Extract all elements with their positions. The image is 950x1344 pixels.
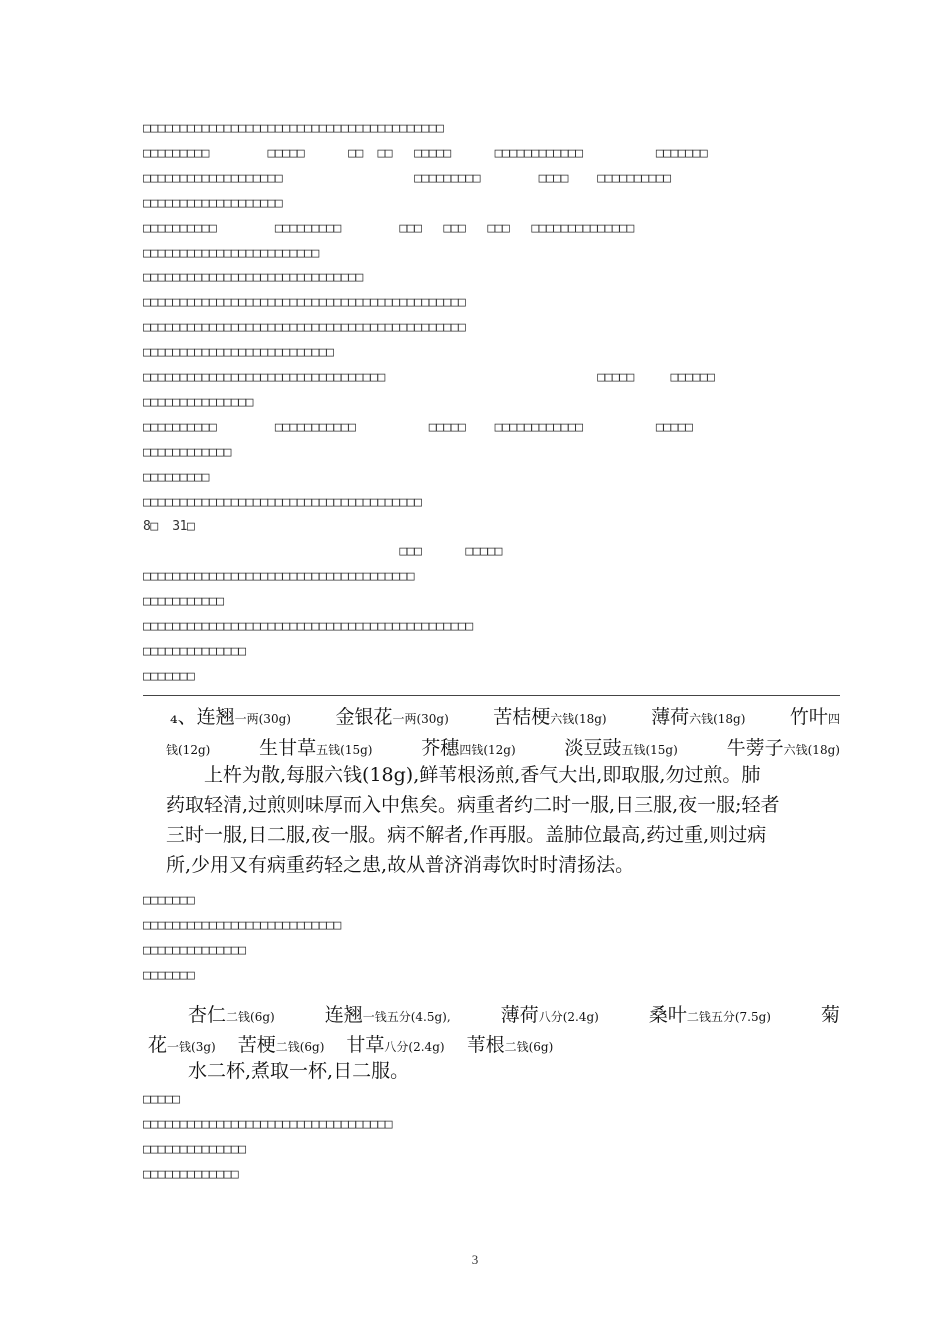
herb-dose: 八分(2.4g) — [384, 1040, 445, 1054]
text-line: □□□□□□□ — [143, 967, 195, 983]
text-line: □□□□□□□□□□ □□□□□□□□□□□ □□□□□ □□□□□□□□□□□□ □□□□□ — [143, 419, 693, 435]
herb-entry — [335, 702, 448, 729]
herb-dose: 二钱五分(7.5g) — [686, 1010, 771, 1024]
herb-entry — [421, 733, 515, 760]
text-line: □□□□□□□□□□□□□□ — [143, 1141, 246, 1157]
herb-name: 薄荷 — [651, 706, 690, 728]
text-line: 8□ 31□ — [143, 519, 195, 535]
page-number: 3 — [471, 1252, 479, 1267]
herb-entry — [727, 733, 840, 760]
formula-row — [148, 1030, 553, 1057]
text-line: □□□□□□□□□□□□□□□□□□□□□□□□ — [143, 245, 319, 261]
herb-entry — [501, 1000, 599, 1027]
formula-paragraph-line: 上杵为散,每服六钱(18g),鲜苇根汤煎,香气大出,即取服,勿过煎。肺 — [166, 764, 761, 786]
herb-dose: 一钱五分(4.5g), — [362, 1010, 451, 1024]
herb-dose: 钱(12g) — [166, 743, 211, 757]
formula-paragraph-line: 药取轻清,过煎则味厚而入中焦矣。病重者约二时一服,日三服,夜一服;轻者 — [166, 794, 780, 816]
herb-entry — [790, 702, 840, 729]
herb-dose: 一钱(3g) — [167, 1040, 216, 1054]
herb-name: 菊 — [820, 1004, 840, 1026]
herb-name: 牛蒡子 — [726, 737, 784, 759]
herb-entry — [166, 737, 210, 759]
text-line: □□□□□□□□□□□□□□□□□□□□□□□□□□□ — [143, 917, 341, 933]
herb-name: 淡豆豉 — [564, 737, 622, 759]
herb-dose: 六钱(18g) — [783, 743, 840, 757]
herb-name: 苦梗 — [237, 1034, 276, 1056]
herb-entry — [651, 702, 745, 729]
text-line: □□□□□□□□□□□□□□□□□□□ — [143, 195, 283, 211]
text-line: □□□□□□□□□□□□□□□□□□□□□□□□□□□□□□□□□□□□□ — [143, 569, 415, 585]
separator-line — [143, 695, 840, 696]
text-line: □□□□□□□□□□□ — [143, 594, 224, 610]
herb-dose: 六钱(18g) — [689, 712, 746, 726]
herb-name: 竹叶 — [789, 706, 828, 728]
text-line: □□□□□□□□□□□□□□□□□□□□□□□□□□□□□□□□□□□□□□□□□□□□ — [143, 295, 466, 311]
text-line: □□□□□□□□□□□□□□□□□□□□□□□□□□□□□□□□□□ — [143, 1116, 393, 1132]
herb-name: 薄荷 — [500, 1004, 539, 1026]
herb-dose: 二钱(6g) — [226, 1010, 275, 1024]
herb-entry — [564, 733, 677, 760]
text-line: □□□□□□□□□□□□□□ — [143, 942, 246, 958]
formula-row — [170, 702, 840, 729]
text-line: □□□□□□□□□□□□□ — [143, 1166, 239, 1182]
text-line: □□□□□□□□□□□□□□□□□□□□□□□□□□□□□□ — [143, 270, 363, 286]
herb-entry — [259, 733, 372, 760]
herb-entry — [238, 1030, 325, 1057]
text-line: □□□ □□□□□ — [143, 544, 503, 560]
text-line: □□□□□□□□□ — [143, 469, 209, 485]
text-line: □□□□□□□□□□□□□□□□□□□□□□□□□□□□□□□□□□□□□□□□□□□□□ — [143, 619, 473, 634]
herb-entry — [821, 1000, 840, 1027]
herb-name: 花 — [148, 1034, 168, 1056]
herb-name: 苇根 — [466, 1034, 505, 1056]
text-line: □□□□□□□□□□ □□□□□□□□□ □□□ □□□ □□□ □□□□□□□□□□□□□□ — [143, 220, 634, 236]
herb-dose: 六钱(18g) — [550, 712, 607, 726]
text-line: □□□□□□□□□□□□□□□□□□□□□□□□□□□□□□□□□ □□□□□ □□□□□□ — [143, 370, 715, 385]
herb-name: ₄、连翘 — [170, 706, 235, 728]
herb-entry — [467, 1030, 554, 1057]
herb-name: 杏仁 — [188, 1004, 227, 1026]
text-line: □□□□□□□□□□□□□□□□□□□□□□□□□□□□□□□□□□□□□□□□□ — [143, 121, 444, 136]
text-line: □□□□□□□□□□□□□□□ — [143, 394, 253, 410]
herb-name: 连翘 — [324, 1004, 363, 1026]
herb-dose: 五钱(15g) — [316, 743, 373, 757]
herb-entry — [188, 1000, 275, 1027]
herb-entry — [346, 1030, 444, 1057]
formula-row — [188, 1000, 840, 1027]
text-line: □□□□□ — [143, 1092, 180, 1107]
herb-dose: 一两(30g) — [234, 712, 291, 726]
herb-name: 甘草 — [346, 1034, 385, 1056]
text-line: □□□□□□□ — [143, 668, 195, 684]
text-line: □□□□□□□□□□□□ — [143, 444, 231, 460]
herb-entry — [649, 1000, 771, 1027]
herb-name: 生甘草 — [259, 737, 317, 759]
herb-dose: 二钱(6g) — [275, 1040, 325, 1054]
text-line: □□□□□□□□□□□□□□□□□□□□□□□□□□□□□□□□□□□□□□□□□□□□ — [143, 320, 466, 336]
text-line: □□□□□□□□□ □□□□□ □□ □□ □□□□□ □□□□□□□□□□□□ □□□□□□□ — [143, 145, 708, 161]
herb-name: 苦桔梗 — [493, 706, 551, 728]
herb-name: 桑叶 — [648, 1004, 687, 1026]
herb-dose: 四钱(12g) — [459, 743, 516, 757]
herb-name: 金银花 — [335, 706, 393, 728]
herb-dose: 五钱(15g) — [621, 743, 678, 757]
formula-row — [166, 733, 840, 760]
herb-name: 芥穗 — [421, 737, 460, 759]
herb-dose: 一两(30g) — [392, 712, 449, 726]
herb-entry — [493, 702, 606, 729]
herb-entry — [325, 1000, 451, 1027]
herb-dose: 八分(2.4g) — [538, 1010, 599, 1024]
text-line: □□□□□□□□□□□□□□□□□□□□□□□□□□ — [143, 345, 334, 361]
text-line: □□□□□□□ — [143, 893, 195, 908]
formula-paragraph-line: 三时一服,日二服,夜一服。病不解者,作再服。盖肺位最高,药过重,则过病 — [166, 824, 767, 846]
text-line: □□□□□□□□□□□□□□□□□□□□□□□□□□□□□□□□□□□□□□ — [143, 494, 422, 510]
herb-dose: 二钱(6g) — [504, 1040, 554, 1054]
formula-paragraph-line: 所,少用又有病重药轻之患,故从普济消毒饮时时清扬法。 — [166, 854, 635, 876]
herb-entry — [148, 1030, 216, 1057]
herb-entry — [170, 702, 291, 729]
text-line: □□□□□□□□□□□□□□□□□□□ □□□□□□□□□ □□□□ □□□□□□□□□□ — [143, 170, 671, 186]
text-line: □□□□□□□□□□□□□□ — [143, 643, 246, 659]
herb-dose: 四 — [827, 712, 840, 726]
formula-instruction: 水二杯,煮取一杯,日二服。 — [188, 1060, 410, 1082]
